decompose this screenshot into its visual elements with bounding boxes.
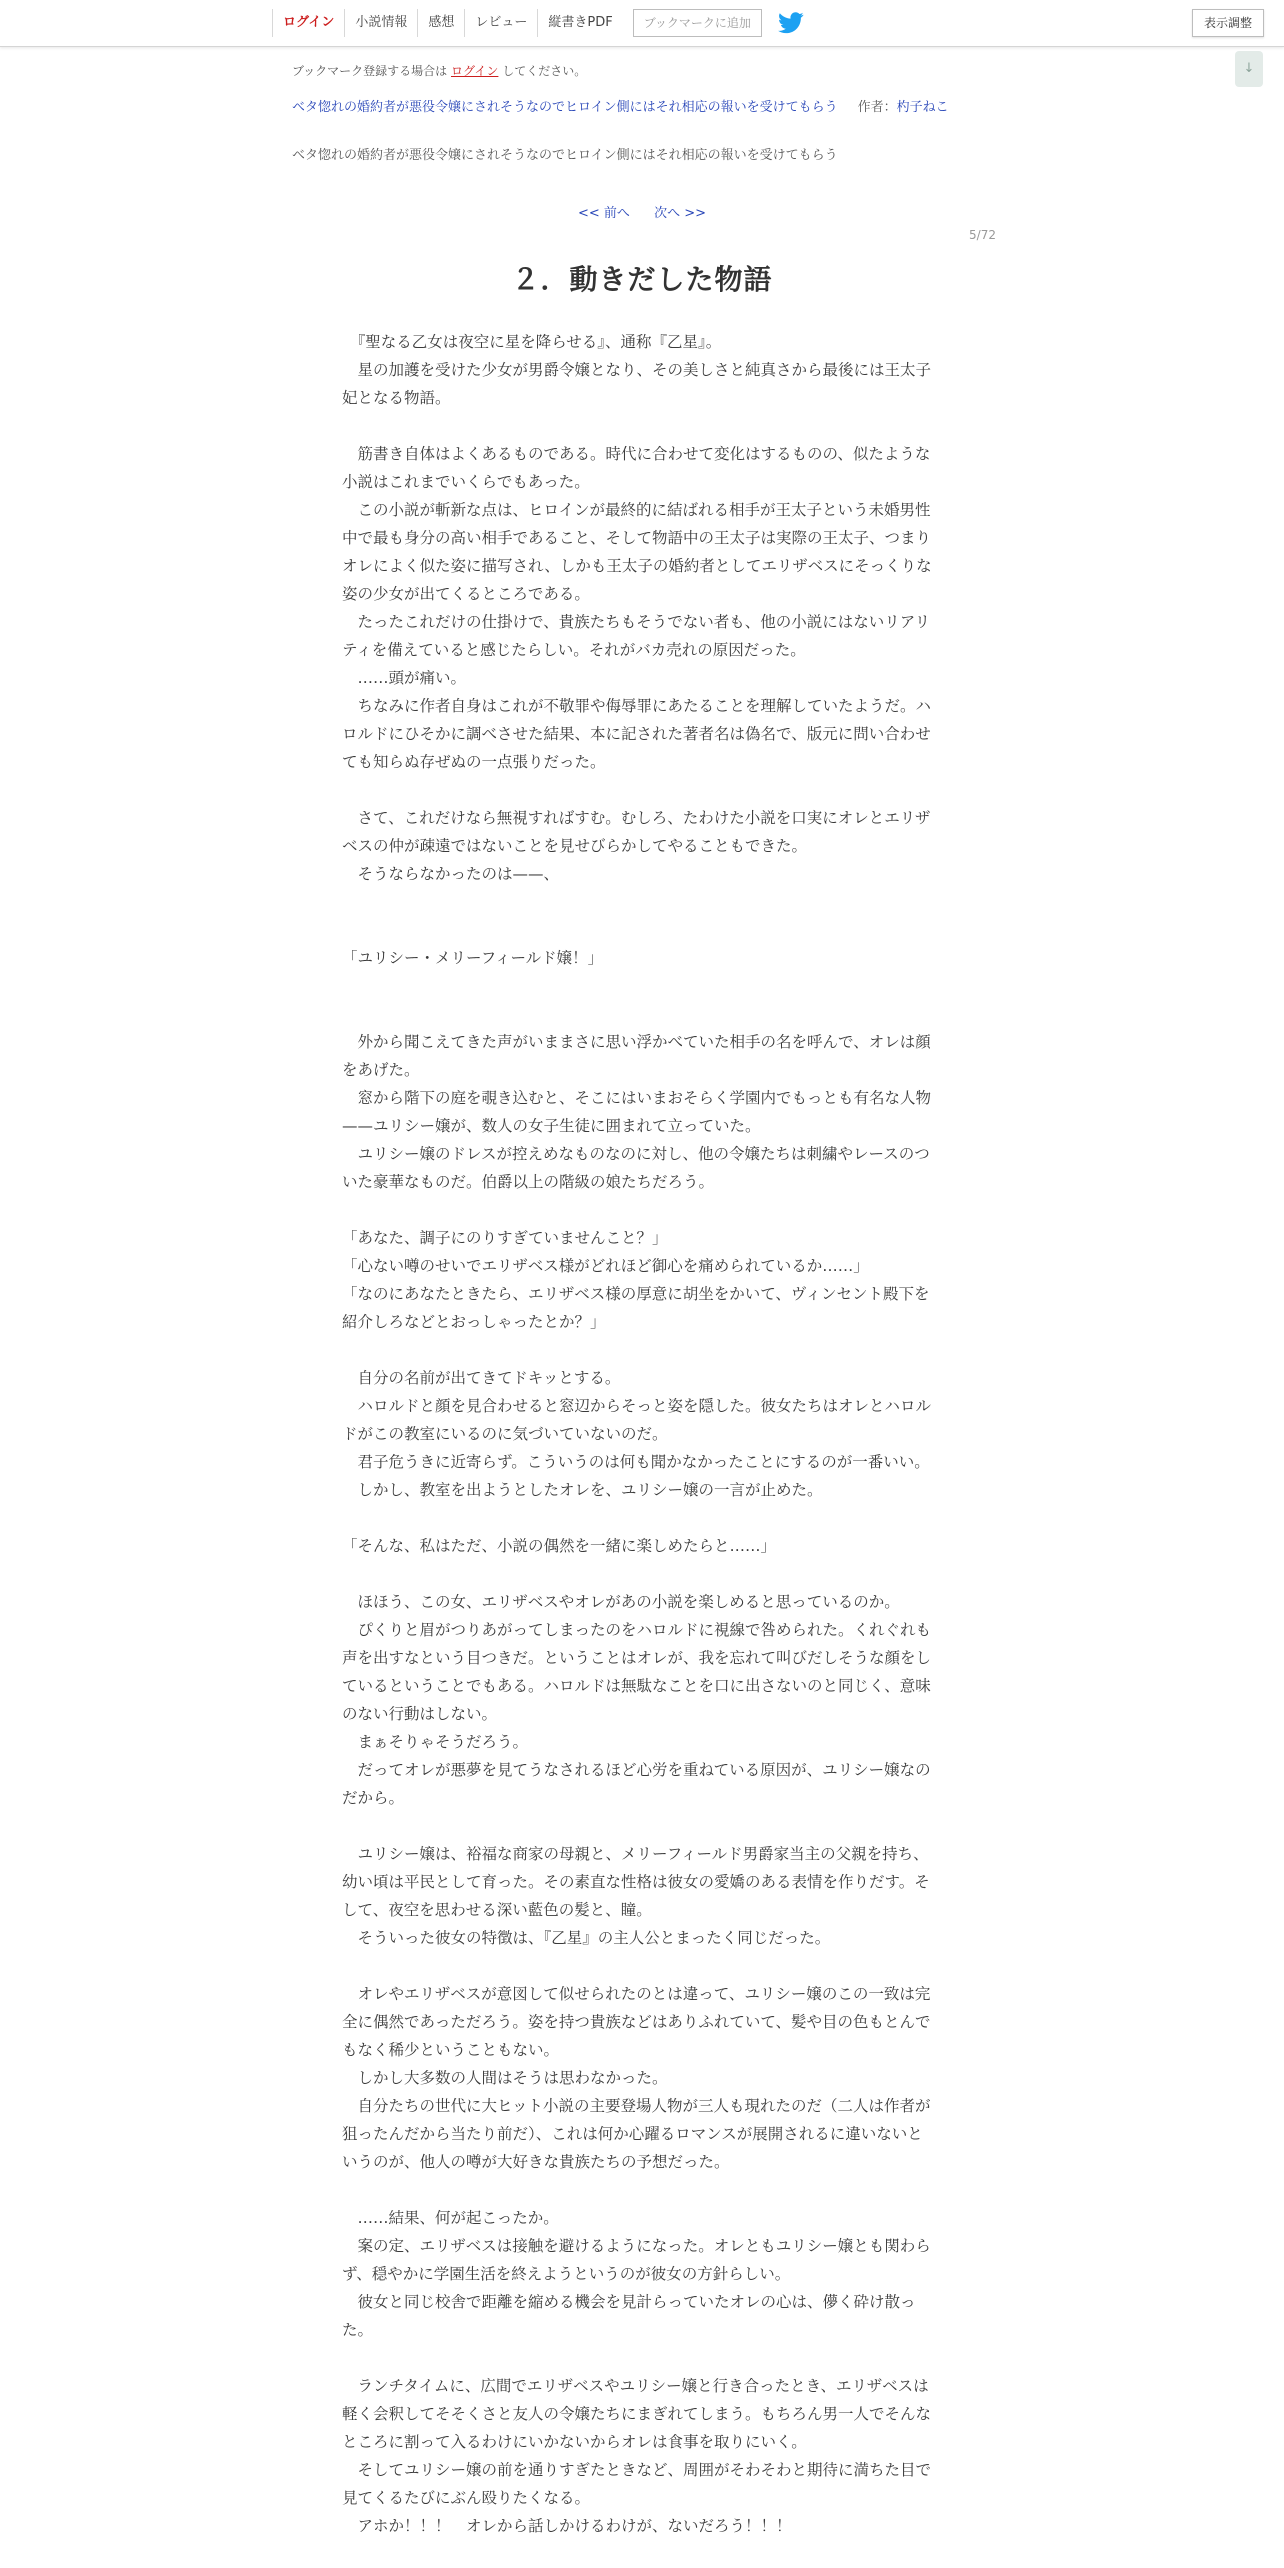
body-paragraph: オレやエリザベスが意図して似せられたのとは違って、ユリシー嬢のこの一致は完全に偶然であっただろう。姿を持つ貴族などはありふれていて、髪や目の色もとんでもなく稀少ということもない。 [342, 1985, 931, 2059]
blank-line [342, 1000, 938, 1028]
blank-line [342, 1504, 938, 1532]
next-chapter-link[interactable]: 次へ >> [654, 206, 706, 221]
blank-line [342, 412, 938, 440]
scroll-down-button[interactable]: ↓ [1235, 51, 1263, 87]
body-paragraph: ハロルドと顔を見合わせると窓辺からそっと姿を隠した。彼女たちはオレとハロルドがこの教室にいるのに気づいていないのだ。 [342, 1397, 932, 1443]
novel-info-link[interactable]: 小説情報 [344, 9, 417, 37]
blank-line [342, 776, 938, 804]
blank-line [342, 1952, 938, 1980]
vertical-pdf-link[interactable]: 縦書きPDF [537, 9, 622, 37]
page-count: 5/72 [969, 228, 996, 242]
novel-subtitle: ベタ惚れの婚約者が悪役令嬢にされそうなのでヒロイン側にはそれ相応の報いを受けてもらう [292, 148, 838, 163]
display-settings-button[interactable]: 表示調整 [1192, 9, 1264, 37]
chapter-pager [0, 202, 1284, 221]
bookmark-note-before: ブックマーク登録する場合は [292, 64, 448, 78]
review-link[interactable]: レビュー [464, 9, 537, 37]
chapter-title: ２．動きだした物語 [511, 263, 773, 296]
body-paragraph: まぁそりゃそうだろう。 [342, 1733, 529, 1751]
body-paragraph: 窓から階下の庭を覗き込むと、そこにはいまおそらく学園内でもっとも有名な人物——ユリシー嬢が、数人の女子生徒に囲まれて立っていた。 [342, 1089, 932, 1135]
body-paragraph: さて、これだけなら無視すればすむ。むしろ、たわけた小説を口実にオレとエリザベスの仲が疎遠ではないことを見せびらかしてやることもできた。 [342, 809, 931, 855]
add-bookmark-button[interactable]: ブックマークに追加 [633, 9, 762, 37]
body-paragraph: 「なのにあなたときたら、エリザベス様の厚意に胡坐をかいて、ヴィンセント殿下を紹介しろなどとおっしゃったとか？」 [342, 1285, 930, 1331]
novel-title-line [292, 96, 992, 120]
bookmark-note-login-link[interactable]: ログイン [451, 64, 499, 78]
author-link[interactable]: 杓子ねこ [896, 100, 949, 115]
body-paragraph: そしてユリシー嬢の前を通りすぎたときなど、周囲がそわそわと期待に満ちた目で見てくるたびにぶん殴りたくなる。 [342, 2461, 932, 2507]
body-paragraph: そうならなかったのは——、 [342, 865, 560, 883]
body-paragraph: だってオレが悪夢を見てうなされるほど心労を重ねている原因が、ユリシー嬢なのだから。 [342, 1761, 931, 1807]
body-paragraph: 自分たちの世代に大ヒット小説の主要登場人物が三人も現れたのだ（二人は作者が狙ったんだから当たり前だ）、これは何か心躍るロマンスが展開されるに違いないというのが、他人の噂が大好きな貴族たちの予想だった。 [342, 2097, 931, 2171]
login-link[interactable]: ログイン [272, 9, 344, 37]
blank-line [342, 1812, 938, 1840]
body-paragraph: ちなみに作者自身はこれが不敬罪や侮辱罪にあたることを理解していたようだ。ハロルドにひそかに調べさせた結果、本に記された著者名は偽名で、版元に問い合わせても知らぬ存ぜぬの一点張りだった。 [342, 697, 932, 771]
body-paragraph: たったこれだけの仕掛けで、貴族たちもそうでない者も、他の小説にはないリアリティを備えていると感じたらしい。それがバカ売れの原因だった。 [342, 613, 931, 659]
body-paragraph: 筋書き自体はよくあるものである。時代に合わせて変化はするものの、似たような小説はこれまでいくらでもあった。 [342, 445, 931, 491]
body-paragraph: 外から聞こえてきた声がいままさに思い浮かべていた相手の名を呼んで、オレは顔をあげた。 [342, 1033, 931, 1079]
blank-line [342, 1560, 938, 1588]
body-paragraph: 自分の名前が出てきてドキッとする。 [342, 1369, 621, 1387]
body-paragraph: 星の加護を受けた少女が男爵令嬢となり、その美しさと純真さから最後には王太子妃となる物語。 [342, 361, 932, 407]
blank-line [342, 1336, 938, 1364]
body-paragraph: そういった彼女の特徴は、『乙星』の主人公とまったく同じだった。 [342, 1929, 831, 1947]
header-nav [272, 0, 804, 46]
blank-line [342, 1196, 938, 1224]
top-header [0, 0, 1284, 47]
blank-line [342, 888, 938, 916]
body-paragraph: ほほう、この女、エリザベスやオレがあの小説を楽しめると思っているのか。 [342, 1593, 900, 1611]
body-paragraph: 君子危うきに近寄らず。こういうのは何も聞かなかったことにするのが一番いい。 [342, 1453, 930, 1471]
body-paragraph: ランチタイムに、広間でエリザベスやユリシー嬢と行き合ったとき、エリザベスは軽く会釈してそそくさと友人の令嬢たちにまぎれてしまう。もちろん男一人でそんなところに割って入るわけにいかないからオレは食事を取りにいく。 [342, 2377, 932, 2451]
body-paragraph: ……結果、何が起こったか。 [342, 2209, 559, 2227]
impressions-link[interactable]: 感想 [417, 9, 464, 37]
blank-line [342, 972, 938, 1000]
twitter-share-button[interactable] [778, 12, 804, 34]
body-paragraph: 「あなた、調子にのりすぎていませんこと？」 [342, 1229, 668, 1247]
author-label: 作者： [857, 100, 897, 115]
body-paragraph: 「心ない噂のせいでエリザベス様がどれほど御心を痛められているか……」 [342, 1257, 869, 1275]
chapter-body [342, 328, 938, 2540]
body-paragraph: ユリシー嬢のドレスが控えめなものなのに対し、他の令嬢たちは刺繍やレースのついた豪華なものだ。伯爵以上の階級の娘たちだろう。 [342, 1145, 930, 1191]
blank-line [342, 916, 938, 944]
prev-chapter-link[interactable]: << 前へ [578, 206, 630, 221]
blank-line [342, 2344, 938, 2372]
body-paragraph: ……頭が痛い。 [342, 669, 467, 687]
body-paragraph: ぴくりと眉がつりあがってしまったのをハロルドに視線で咎められた。くれぐれも声を出すなという目つきだ。ということはオレが、我を忘れて叫びだしそうな顔をしているということでもある。ハロルドは無駄なことを口に出さないのと同じく、意味のない行動はしない。 [342, 1621, 932, 1723]
body-paragraph: この小説が斬新な点は、ヒロインが最終的に結ばれる相手が王太子という未婚男性中で最も身分の高い相手であること、そして物語中の王太子は実際の王太子、つまりオレによく似た姿に描写され、しかも王太子の婚約者としてエリザベスにそっくりな姿の少女が出てくるところである。 [342, 501, 932, 603]
body-paragraph: 彼女と同じ校舎で距離を縮める機会を見計らっていたオレの心は、儚く砕け散った。 [342, 2293, 916, 2339]
bookmark-note-after: してください。 [502, 64, 587, 78]
body-paragraph: 「ユリシー・メリーフィールド嬢！」 [342, 949, 604, 967]
body-paragraph: しかし、教室を出ようとしたオレを、ユリシー嬢の一言が止めた。 [342, 1481, 823, 1499]
blank-line [342, 2176, 938, 2204]
body-paragraph: 「そんな、私はただ、小説の偶然を一緒に楽しめたらと……」 [342, 1537, 777, 1555]
twitter-bird-icon [778, 12, 804, 34]
body-paragraph: ユリシー嬢は、裕福な商家の母親と、メリーフィールド男爵家当主の父親を持ち、幼い頃は平民として育った。その素直な性格は彼女の愛嬌のある表情を作りだす。そして、夜空を思わせる深い藍色の髪と、瞳。 [342, 1845, 930, 1919]
body-paragraph: しかし大多数の人間はそうは思わなかった。 [342, 2069, 668, 2087]
bookmark-login-note [292, 62, 586, 79]
body-paragraph: アホか！！！ オレから話しかけるわけが、ないだろう！！！ [342, 2517, 792, 2535]
body-paragraph: 案の定、エリザベスは接触を避けるようになった。オレともユリシー嬢とも関わらず、穏やかに学園生活を終えようというのが彼女の方針らしい。 [342, 2237, 931, 2283]
novel-title-link[interactable]: ベタ惚れの婚約者が悪役令嬢にされそうなのでヒロイン側にはそれ相応の報いを受けてもらう [292, 100, 838, 115]
body-paragraph: 『聖なる乙女は夜空に星を降らせる』、通称『乙星』。 [342, 333, 722, 351]
